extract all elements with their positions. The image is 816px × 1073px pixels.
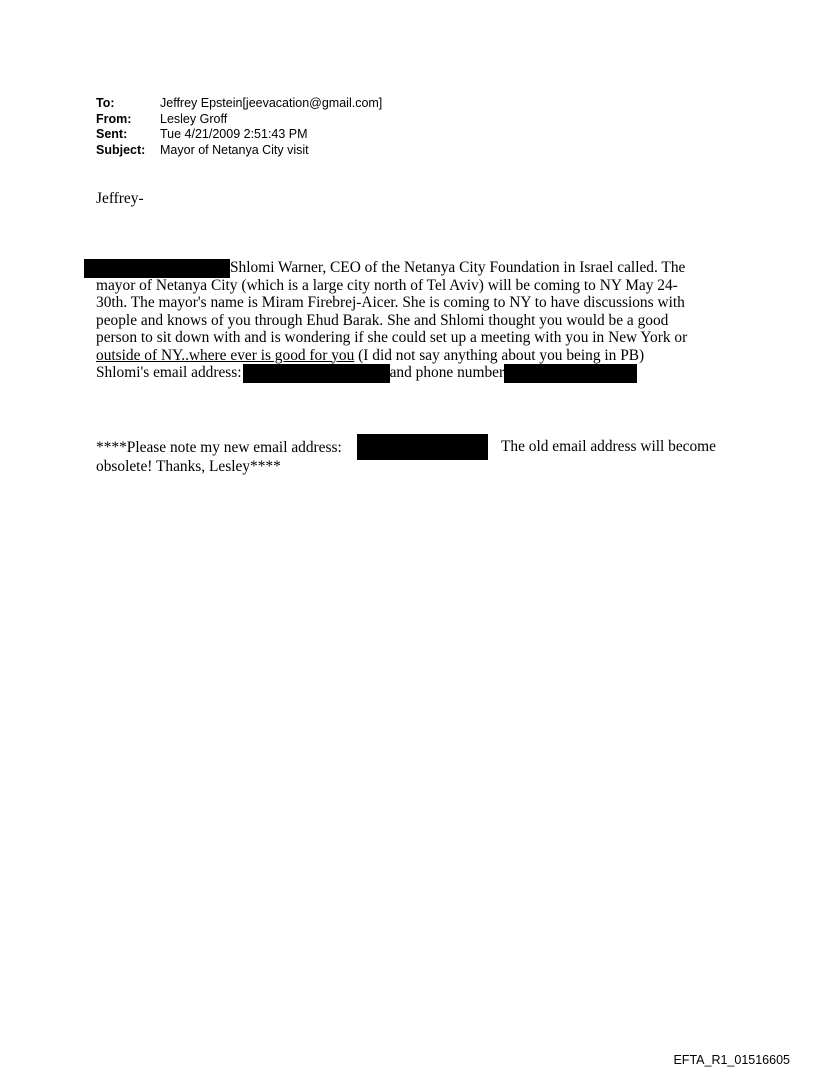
to-label: To:: [96, 96, 115, 110]
body-line: person to sit down with and is wondering if she could set up a meeting with you in New York or: [96, 329, 688, 346]
body-line: [96, 364, 687, 382]
body-line: people and knows of you through Ehud Barak. She and Shlomi thought you would be a good: [96, 311, 669, 329]
email-header: [96, 96, 382, 158]
from-value: Lesley Groff: [160, 111, 228, 126]
sent-label: Sent:: [96, 127, 128, 141]
email-address-label: Shlomi's email address:: [96, 364, 242, 381]
greeting: Jeffrey-: [96, 190, 144, 207]
sent-row: [96, 127, 382, 143]
note-line: The old email address will become: [501, 438, 716, 455]
redaction-box: [504, 364, 637, 383]
sent-value: Tue 4/21/2009 2:51:43 PM: [160, 127, 308, 141]
body-line: mayor of Netanya City (which is a large city north of Tel Aviv) will be coming to NY May 24-: [96, 276, 678, 294]
redaction-box: [243, 364, 390, 383]
to-value: Jeffrey Epstein[jeevacation@gmail.com]: [160, 96, 383, 110]
note-line: obsolete! Thanks, Lesley****: [96, 458, 281, 475]
redaction-box: [357, 434, 488, 460]
signature-note: [96, 438, 342, 476]
from-row: [96, 112, 382, 128]
from-label: From:: [96, 111, 132, 126]
to-row: [96, 96, 382, 112]
phone-number-label: and phone number: [389, 364, 505, 381]
message-body: [96, 259, 687, 382]
note-line: ****Please note my new email address:: [96, 439, 342, 456]
subject-label: Subject:: [96, 142, 146, 157]
subject-row: [96, 143, 382, 159]
body-line: [96, 259, 687, 277]
underlined-text: outside of NY..where ever is good for you: [96, 346, 355, 364]
redaction-box: [84, 259, 230, 278]
body-text: Shlomi Warner, CEO of the Netanya City Foundation in Israel called. The: [230, 259, 686, 276]
body-line: [96, 347, 687, 365]
subject-value: Mayor of Netanya City visit: [160, 142, 309, 157]
body-line: 30th. The mayor's name is Miram Firebrej-Aicer. She is coming to NY to have discussions with: [96, 294, 685, 311]
body-text: (I did not say anything about you being in PB): [354, 346, 645, 364]
bates-number: EFTA_R1_01516605: [673, 1053, 790, 1067]
